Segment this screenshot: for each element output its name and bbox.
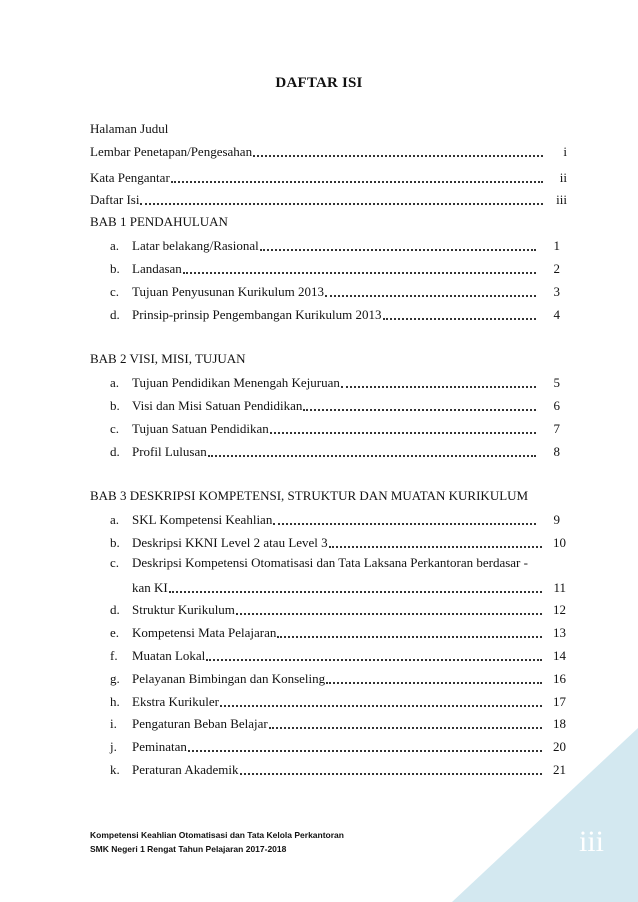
leader-dots: [140, 201, 543, 205]
toc-entry-multiline-first: [110, 555, 528, 571]
leader-dots: [277, 634, 542, 638]
footer-line-2: SMK Negeri 1 Rengat Tahun Pelajaran 2017-2018: [90, 844, 287, 854]
toc-entry-kata-pengantar: [90, 168, 567, 186]
toc-page: 8: [553, 444, 560, 459]
toc-label: Lembar Penetapan/Pengesahan: [90, 144, 253, 159]
toc-entry-halaman-judul: Halaman Judul: [90, 121, 169, 136]
toc-entry: [110, 533, 566, 551]
toc-marker: d.: [110, 307, 120, 322]
toc-entry: [110, 692, 566, 710]
toc-marker: d.: [110, 602, 120, 617]
toc-label: Latar belakang/Rasional: [132, 238, 259, 253]
toc-entry: [110, 419, 560, 437]
toc-entry: [110, 442, 560, 460]
toc-entry: [110, 623, 566, 641]
toc-label: Peminatan: [132, 739, 187, 754]
toc-marker: e.: [110, 625, 120, 640]
toc-label: Kata Pengantar: [90, 170, 170, 185]
toc-marker: c.: [110, 421, 120, 436]
leader-dots: [183, 270, 536, 274]
toc-page: 9: [553, 512, 560, 527]
toc-page: 20: [553, 739, 566, 754]
toc-entry: [110, 305, 560, 323]
toc-label: SKL Kompetensi Keahlian: [132, 512, 273, 527]
chapter-heading-bab-3: BAB 3 DESKRIPSI KOMPETENSI, STRUKTUR DAN MUATAN KURIKULUM: [90, 488, 529, 503]
toc-page: 21: [553, 762, 566, 777]
toc-label: Deskripsi KKNI Level 2 atau Level 3: [132, 535, 328, 550]
toc-page: 6: [553, 398, 560, 413]
toc-entry: [110, 282, 560, 300]
toc-page: 12: [553, 602, 566, 617]
toc-marker: a.: [110, 375, 120, 390]
toc-page: 2: [553, 261, 560, 276]
toc-entry-multiline-second: [132, 578, 566, 596]
toc-page: 11: [553, 580, 566, 595]
toc-marker: k.: [110, 762, 120, 777]
toc-page: 16: [553, 671, 566, 686]
toc-label: Peraturan Akademik: [132, 762, 239, 777]
toc-marker: b.: [110, 535, 120, 550]
toc-entry-lembar-penetapan: [90, 142, 567, 160]
toc-label: kan KI: [132, 580, 168, 595]
toc-marker: g.: [110, 671, 120, 686]
toc-marker: a.: [110, 512, 120, 527]
toc-entry-daftar-isi: [90, 190, 567, 208]
leader-dots: [208, 453, 536, 457]
toc-page: 4: [553, 307, 560, 322]
toc-page: 7: [553, 421, 560, 436]
toc-label: Ekstra Kurikuler: [132, 694, 220, 709]
toc-marker: f.: [110, 648, 118, 663]
toc-label: Deskripsi Kompetensi Otomatisasi dan Tata Laksana Perkantoran berdasar -: [132, 555, 528, 570]
toc-marker: h.: [110, 694, 120, 709]
leader-dots: [220, 703, 542, 707]
toc-page: iii: [556, 192, 567, 207]
toc-label: Tujuan Pendidikan Menengah Kejuruan: [132, 375, 340, 390]
toc-page: 13: [553, 625, 566, 640]
leader-dots: [383, 316, 536, 320]
chapter-heading-bab-1: BAB 1 PENDAHULUAN: [90, 214, 228, 229]
toc-page: ii: [559, 170, 567, 185]
toc-label: Tujuan Satuan Pendidikan: [132, 421, 269, 436]
leader-dots: [341, 384, 536, 388]
toc-entry: [110, 396, 560, 414]
toc-entry: [110, 236, 560, 254]
toc-page: 18: [553, 716, 566, 731]
toc-marker: b.: [110, 398, 120, 413]
toc-label: Daftar Isi: [90, 192, 140, 207]
leader-dots: [260, 247, 536, 251]
toc-label: Struktur Kurikulum: [132, 602, 235, 617]
toc-page: 10: [553, 535, 566, 550]
toc-marker: d.: [110, 444, 120, 459]
toc-label: Prinsip-prinsip Pengembangan Kurikulum 2013: [132, 307, 382, 322]
toc-label: Pengaturan Beban Belajar: [132, 716, 268, 731]
toc-marker: c.: [110, 284, 120, 299]
toc-marker: b.: [110, 261, 120, 276]
toc-page: 17: [553, 694, 566, 709]
toc-marker: c.: [110, 555, 120, 570]
toc-entry: [110, 259, 560, 277]
toc-label: Pelayanan Bimbingan dan Konseling: [132, 671, 326, 686]
chapter-heading-bab-2: BAB 2 VISI, MISI, TUJUAN: [90, 351, 246, 366]
document-title: DAFTAR ISI: [275, 75, 363, 91]
toc-marker: j.: [110, 739, 117, 754]
toc-label: Visi dan Misi Satuan Pendidikan: [132, 398, 303, 413]
leader-dots: [253, 153, 543, 157]
leader-dots: [273, 521, 536, 525]
leader-dots: [236, 611, 542, 615]
leader-dots: [303, 407, 536, 411]
corner-triangle-decoration: [452, 728, 638, 902]
toc-entry: [110, 600, 566, 618]
leader-dots: [206, 657, 542, 661]
toc-page: 1: [553, 238, 560, 253]
footer-line-1: Kompetensi Keahlian Otomatisasi dan Tata Kelola Perkantoran: [90, 830, 344, 840]
toc-marker: a.: [110, 238, 120, 253]
leader-dots: [270, 430, 536, 434]
toc-marker: i.: [110, 716, 117, 731]
toc-entry: [110, 373, 560, 391]
toc-label: Landasan: [132, 261, 182, 276]
toc-page: 14: [553, 648, 566, 663]
toc-label: Tujuan Penyusunan Kurikulum 2013: [132, 284, 324, 299]
toc-page: 5: [553, 375, 560, 390]
leader-dots: [169, 589, 542, 593]
toc-entry: [110, 646, 566, 664]
toc-page: 3: [553, 284, 560, 299]
toc-page: i: [563, 144, 567, 159]
leader-dots: [325, 293, 536, 297]
toc-label: Profil Lulusan: [132, 444, 207, 459]
leader-dots: [171, 179, 543, 183]
toc-entry: [110, 510, 560, 528]
toc-label: Muatan Lokal: [132, 648, 206, 663]
leader-dots: [326, 680, 542, 684]
toc-entry: [110, 669, 566, 687]
page-number: iii: [578, 825, 604, 858]
toc-label: Kompetensi Mata Pelajaran: [132, 625, 277, 640]
leader-dots: [329, 544, 542, 548]
